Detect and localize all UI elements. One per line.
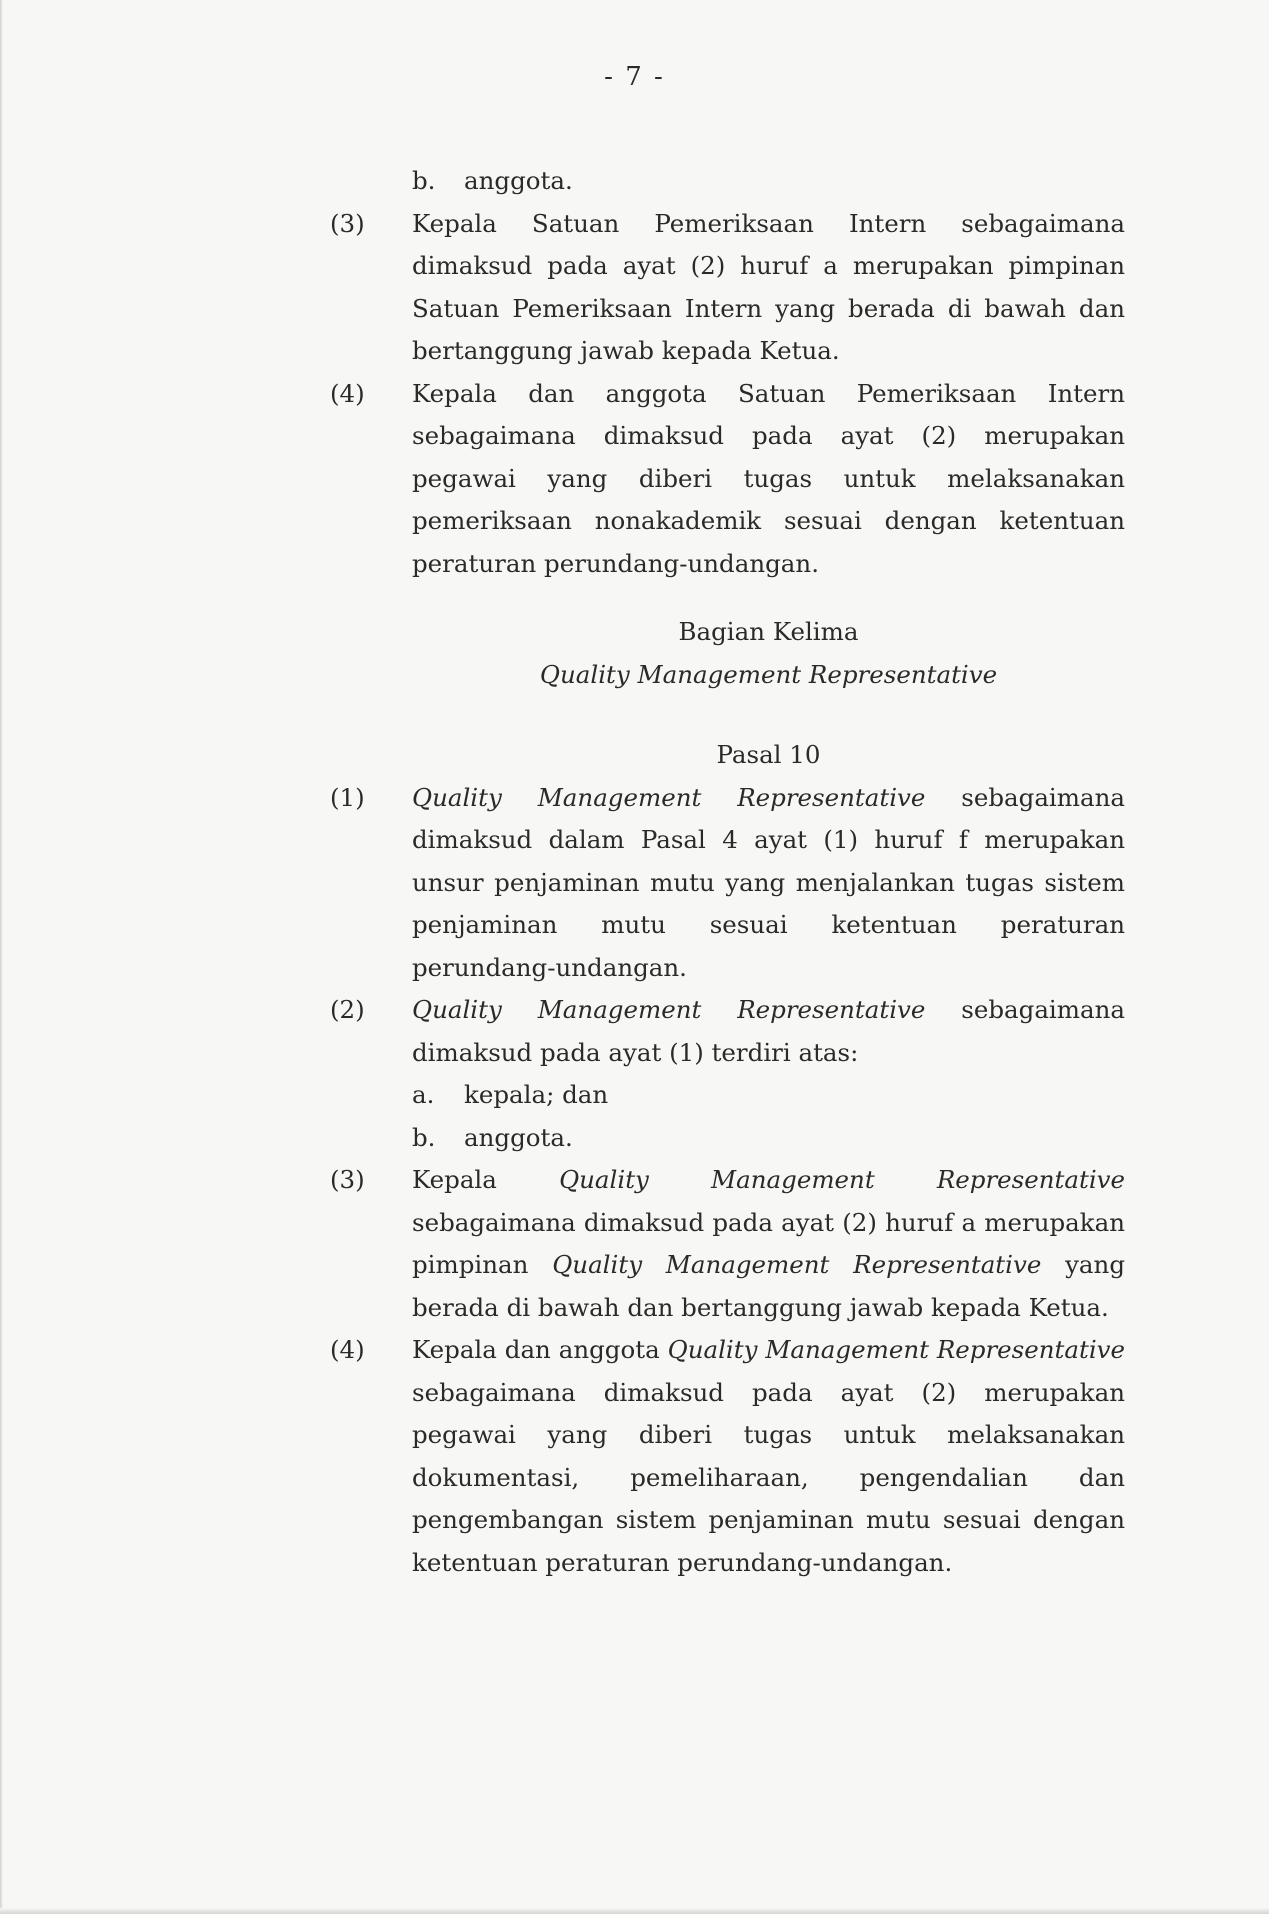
spacer <box>330 696 1125 734</box>
paragraph-text: Kepala dan anggota Satuan Pemeriksaan Intern sebagaimana dimaksud pada ayat (2) merupakan pegawai yang diberi tugas untuk melaksanakan pemeriksaan nonakademik sesuai dengan ketentuan peraturan perundang-undangan. <box>412 378 1125 578</box>
part-title: Bagian Kelima <box>678 617 859 646</box>
article-title: Pasal 10 <box>716 740 821 769</box>
paragraph-item <box>330 1159 1125 1329</box>
list-item <box>330 160 1125 203</box>
sub-item-label: a. <box>412 1080 435 1109</box>
paragraph-body: sebagaimana dimaksud dalam Pasal 4 ayat (1) huruf f merupakan unsur penjaminan mutu yang menjalankan tugas sistem penjaminan mutu sesuai ketentuan peraturan perundang-undangan. <box>412 782 1125 982</box>
sub-item-text: anggota. <box>464 166 573 195</box>
scan-edge-left <box>0 0 3 1914</box>
sub-item-label: b. <box>412 1122 436 1152</box>
sub-item-label: b. <box>412 166 436 195</box>
qmr-term: Quality Management Representative <box>412 782 926 812</box>
paragraph-number: (1) <box>330 782 365 812</box>
paragraph-number: (2) <box>330 995 365 1024</box>
paragraph-body: Kepala dan anggota <box>412 1335 660 1364</box>
qmr-term: Quality Management Representative <box>412 995 926 1024</box>
sub-item <box>412 160 1125 203</box>
qmr-term: Quality Management Representative <box>552 1250 1042 1279</box>
sub-item <box>412 1074 1125 1117</box>
paragraph-number: (3) <box>330 1165 365 1194</box>
paragraph-text <box>412 989 1125 1074</box>
paragraph-body: yang berada di bawah dan bertanggung jawab kepada Ketua. <box>412 1250 1126 1322</box>
paragraph-text <box>412 1329 1125 1584</box>
spacer <box>330 585 1125 611</box>
paragraph-number: (3) <box>330 208 365 238</box>
paragraph-body: sebagaimana dimaksud pada ayat (2) huruf a merupakan pimpinan <box>412 1207 1125 1279</box>
paragraph-number: (4) <box>330 1335 365 1364</box>
paragraph-text <box>412 1159 1125 1329</box>
paragraph-text <box>412 777 1125 990</box>
paragraph-item <box>330 989 1125 1159</box>
paragraph-text: Kepala Satuan Pemeriksaan Intern sebagaimana dimaksud pada ayat (2) huruf a merupakan pimpinan Satuan Pemeriksaan Intern yang berada di bawah dan bertanggung jawab kepada Ketua. <box>412 208 1125 365</box>
paragraph-body: sebagaimana dimaksud pada ayat (2) merupakan pegawai yang diberi tugas untuk melaksanakan dokumentasi, pemeliharaan, pengendalian dan pengembangan sistem penjaminan mutu sesuai dengan ketentuan peraturan perundang-undangan. <box>412 1377 1125 1577</box>
paragraph-item <box>330 203 1125 373</box>
sub-item-text: anggota. <box>464 1122 573 1152</box>
qmr-term: Quality Management Representative <box>667 1335 1126 1364</box>
document-body <box>330 160 1125 1584</box>
sub-item <box>412 1117 1125 1160</box>
paragraph-item <box>330 1329 1125 1584</box>
sub-item-text: kepala; dan <box>464 1080 609 1109</box>
scan-edge-bottom <box>0 1908 1269 1914</box>
paragraph-body: Kepala <box>412 1165 497 1194</box>
paragraph-body: sebagaimana dimaksud pada ayat (1) terdiri atas: <box>412 995 1125 1067</box>
qmr-term: Quality Management Representative <box>559 1165 1125 1194</box>
part-subtitle: Quality Management Representative <box>539 659 998 689</box>
page-number: - 7 - <box>604 62 665 92</box>
paragraph-item <box>330 777 1125 990</box>
paragraph-number: (4) <box>330 378 365 408</box>
paragraph-item <box>330 373 1125 586</box>
